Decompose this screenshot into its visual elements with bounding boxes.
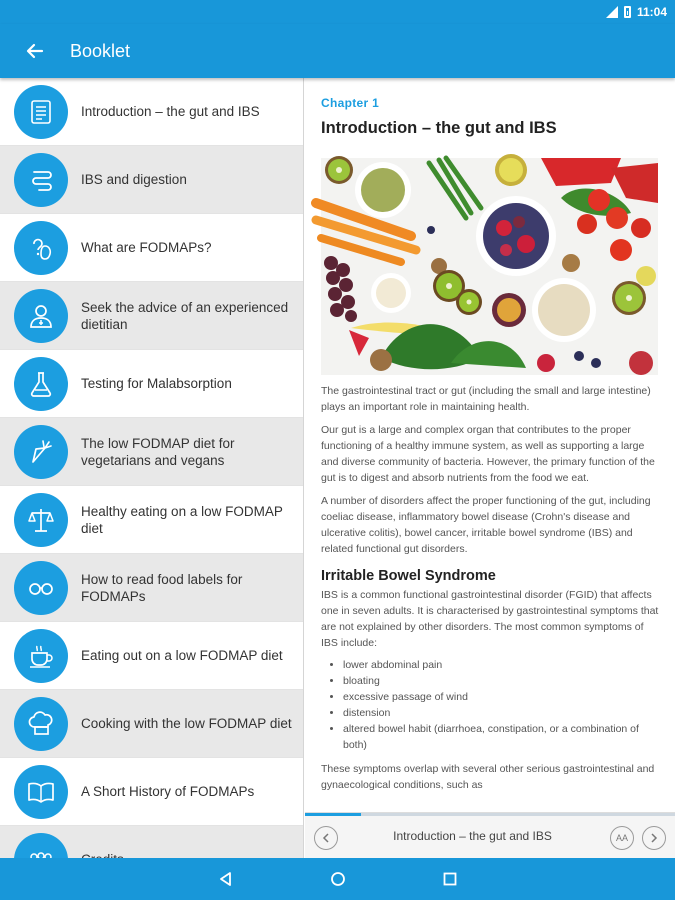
sidebar-item-history[interactable] — [0, 758, 303, 826]
reading-progress-fill — [305, 813, 361, 816]
list-item: • excessive passage of wind — [343, 689, 659, 705]
carrot-icon — [14, 425, 68, 479]
nav-recents-button[interactable] — [438, 867, 462, 891]
sidebar-item-label: Eating out on a low FODMAP diet — [81, 648, 283, 663]
sidebar-item-label: What are FODMAPs? — [81, 240, 212, 255]
font-size-icon: AA — [615, 833, 628, 843]
sidebar-item-cooking[interactable] — [0, 690, 303, 758]
next-chapter-button[interactable] — [642, 826, 666, 850]
sidebar-item-what-are-fodmaps[interactable] — [0, 214, 303, 282]
square-recents-icon — [442, 871, 458, 887]
intestine-icon — [14, 153, 68, 207]
body-paragraph: IBS is a common functional gastrointestinal disorder (FGID) that affects one in seven adults. It is characterised by gastrointestinal symptoms that are not explained by other disorders. The most common symptoms of IBS include: — [321, 589, 659, 649]
book-icon — [14, 765, 68, 819]
sidebar-item-label: A Short History of FODMAPs — [81, 784, 255, 799]
sidebar-item-label: The low FODMAP diet for vegetarians and vegans — [81, 435, 235, 468]
chapter-content — [305, 78, 675, 812]
body-paragraph: The gastrointestinal tract or gut (including the small and large intestine) plays an important role in maintaining health. — [321, 385, 651, 413]
sidebar-item-label: Cooking with the low FODMAP diet — [81, 716, 292, 731]
sidebar-item-label: Introduction – the gut and IBS — [81, 104, 260, 119]
chevron-left-icon — [321, 833, 331, 843]
flask-icon — [14, 357, 68, 411]
scales-icon — [14, 493, 68, 547]
clock: 11:04 — [636, 5, 667, 19]
doctor-icon — [14, 289, 68, 343]
sidebar-item-label: IBS and digestion — [81, 172, 187, 187]
sidebar-item-label: Testing for Malabsorption — [81, 376, 232, 391]
sidebar-item-food-labels[interactable] — [0, 554, 303, 622]
sidebar-item-eating-out[interactable] — [0, 622, 303, 690]
list-item: • altered bowel habit (diarrhoea, constipation, or a combination of both) — [343, 721, 659, 753]
healthy-food-image — [321, 158, 658, 375]
chevron-right-icon — [649, 833, 659, 843]
question-fruit-icon — [14, 221, 68, 275]
reader-toolbar — [305, 812, 675, 858]
previous-chapter-button[interactable] — [314, 826, 338, 850]
nav-back-button[interactable] — [214, 867, 238, 891]
font-size-button[interactable] — [610, 826, 634, 850]
back-arrow-icon — [26, 42, 44, 60]
document-icon — [14, 85, 68, 139]
sidebar-item-healthy-eating[interactable] — [0, 486, 303, 554]
chapter-title: Introduction – the gut and IBS — [321, 119, 557, 137]
body-paragraph: These symptoms overlap with several other serious gastrointestinal and gynaecological conditions, such as — [321, 763, 655, 791]
sidebar-item-ibs-digestion[interactable] — [0, 146, 303, 214]
chef-hat-icon — [14, 697, 68, 751]
list-item: • distension — [343, 705, 659, 721]
app-bar — [0, 24, 675, 78]
reading-progress-track — [305, 813, 675, 816]
sidebar-item-vegetarians[interactable] — [0, 418, 303, 486]
sidebar-item-testing[interactable] — [0, 350, 303, 418]
status-bar — [0, 0, 675, 24]
circle-home-icon — [330, 871, 346, 887]
list-item: • bloating — [343, 673, 659, 689]
current-chapter-title: Introduction – the gut and IBS — [393, 829, 552, 843]
symptom-list — [343, 657, 659, 753]
list-item: • lower abdominal pain — [343, 657, 659, 673]
coffee-cup-icon — [14, 629, 68, 683]
sidebar-item-label: Healthy eating on a low FODMAP diet — [81, 503, 283, 536]
triangle-back-icon — [218, 871, 234, 887]
sidebar-item-label: Seek the advice of an experienced dietitian — [81, 299, 289, 332]
sidebar-item-introduction[interactable] — [0, 78, 303, 146]
nav-home-button[interactable] — [326, 867, 350, 891]
glasses-icon — [14, 561, 68, 615]
sidebar-item-dietitian[interactable] — [0, 282, 303, 350]
back-button[interactable] — [0, 24, 70, 78]
chapter-number: Chapter 1 — [321, 96, 380, 110]
sidebar-item-label: How to read food labels for FODMAPs — [81, 571, 243, 604]
battery-icon — [624, 6, 631, 18]
signal-icon — [606, 6, 618, 18]
system-navigation-bar — [0, 858, 675, 900]
body-paragraph: Our gut is a large and complex organ that contributes to the proper functioning of a healthy immune system, as well as supporting a large and diverse community of bacteria. However, the primary function of the gut is to digest and absorb nutrients from the food we eat. — [321, 424, 655, 484]
app-title: Booklet — [70, 40, 131, 61]
chapter-list — [0, 78, 304, 858]
section-heading: Irritable Bowel Syndrome — [321, 568, 496, 584]
body-paragraph: A number of disorders affect the proper functioning of the gut, including coeliac disease, inflammatory bowel disease (Crohn's disease and ulcerative colitis), bowel cancer, irritable bowel syndrome (IBS) and related functional gut disorders. — [321, 495, 651, 555]
